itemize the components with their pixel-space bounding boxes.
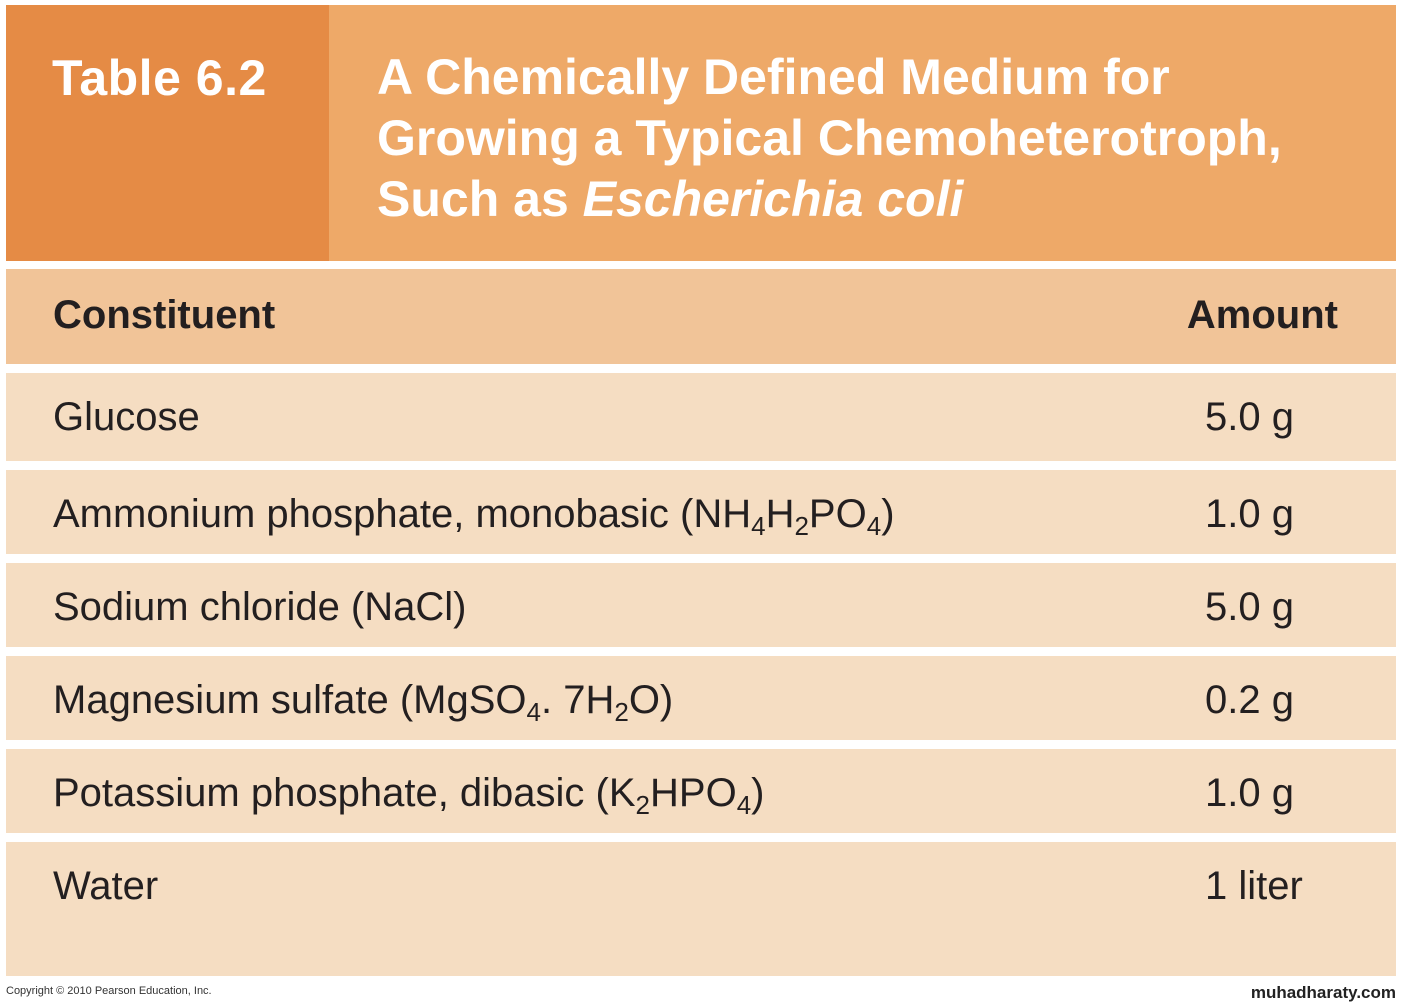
constituent-cell: Glucose [53, 395, 200, 439]
copyright-notice: Copyright © 2010 Pearson Education, Inc. [6, 985, 212, 997]
amount-cell: 1.0 g [1205, 492, 1294, 536]
constituent-cell: Water [53, 864, 159, 908]
table-number: Table 6.2 [52, 50, 267, 106]
table-row [6, 563, 1396, 647]
table-row [6, 749, 1396, 833]
amount-cell: 1 liter [1205, 864, 1303, 908]
amount-cell: 1.0 g [1205, 771, 1294, 815]
table-title [377, 47, 1282, 230]
column-header-constituent: Constituent [53, 293, 276, 337]
constituent-cell: Potassium phosphate, dibasic $(K_2HPO_4)$ [53, 771, 765, 820]
constituent-cell: Sodium chloride (NaCl) [53, 585, 467, 629]
table-row [6, 842, 1396, 976]
amount-cell: 0.2 g [1205, 678, 1294, 722]
table-row [6, 656, 1396, 740]
table-header [6, 5, 1396, 261]
site-watermark: muhadharaty.com [1250, 983, 1396, 1002]
column-header-row [6, 269, 1396, 364]
title-line-3 [377, 169, 1282, 230]
constituent-cell: Ammonium phosphate, monobasic $(NH_4H_2PO_4)$ [53, 492, 895, 541]
column-header-amount: Amount [1186, 293, 1338, 337]
amount-cell: 5.0 g [1205, 395, 1294, 439]
table-number-box [6, 5, 329, 261]
title-line-1: A Chemically Defined Medium for [377, 49, 1170, 105]
constituent-cell: Magnesium sulfate (MgSO$_4$. $7H_2O$) [53, 678, 674, 727]
title-line-2: Growing a Typical Chemoheterotroph, [377, 110, 1282, 166]
table-row [6, 373, 1396, 461]
table-title-box [329, 5, 1396, 261]
title-line-3-prefix: Such as [377, 171, 583, 227]
table-row [6, 470, 1396, 554]
amount-cell: 5.0 g [1205, 585, 1294, 629]
title-species-name: Escherichia coli [582, 171, 964, 227]
